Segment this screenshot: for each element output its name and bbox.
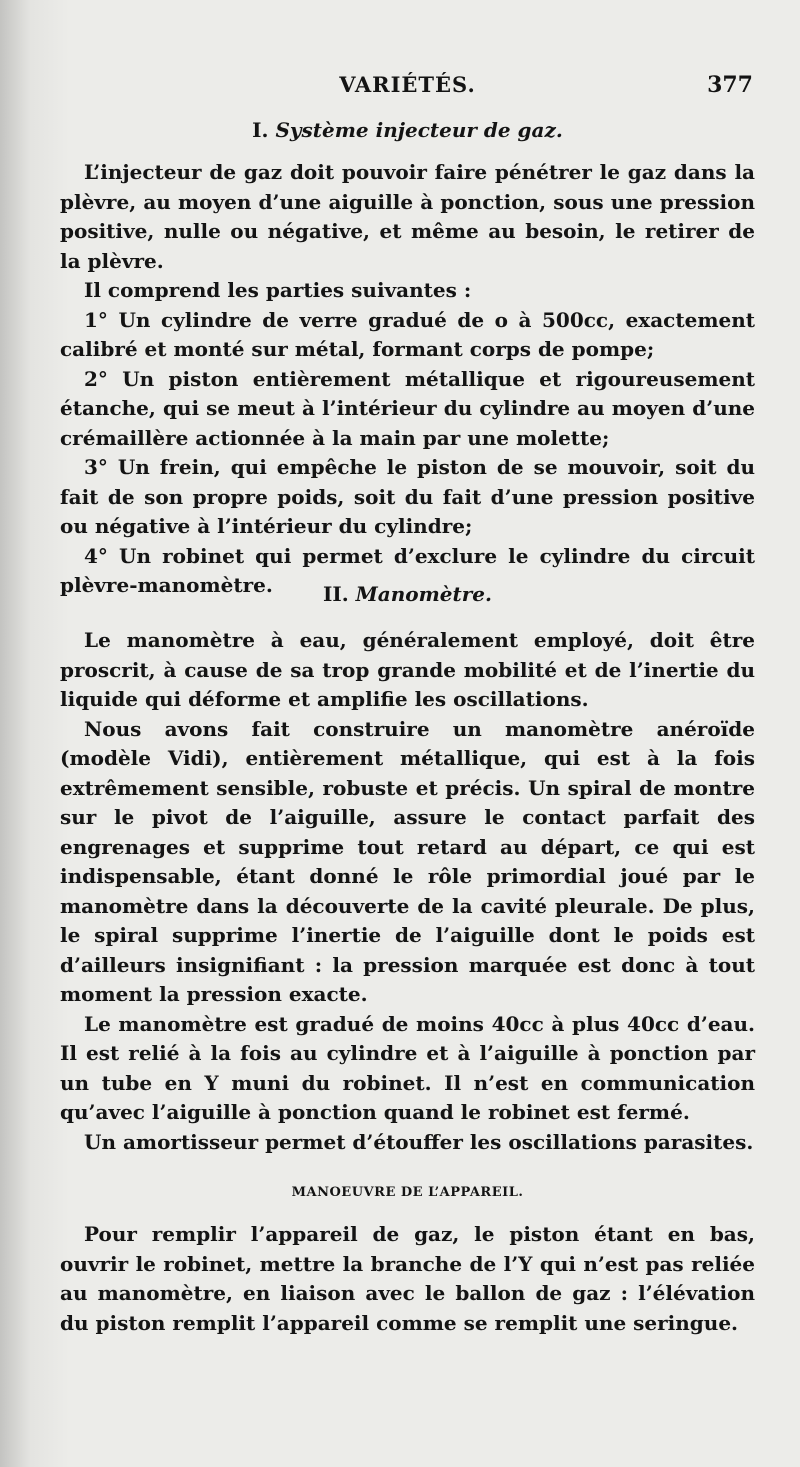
running-title: VARIÉTÉS.	[339, 72, 476, 97]
list-item: 1° Un cylindre de verre gradué de o à 500cc, exactement calibré et monté sur métal, formant corps de pompe;	[60, 307, 755, 361]
page-header	[60, 72, 755, 108]
paragraph: Pour remplir l’appareil de gaz, le piston étant en bas, ouvrir le robinet, mettre la branche de l’Y qui n’est pas reliée au manomètre, en liaison avec le ballon de gaz : l’élévation du piston remplit l’appareil comme se remplit une seringue.	[60, 1222, 755, 1335]
paragraph: L’injecteur de gaz doit pouvoir faire pénétrer le gaz dans la plèvre, au moyen d’une aiguille à ponction, sous une pression positive, nulle ou négative, et même au besoin, le retirer de la plèvre.	[60, 160, 755, 273]
section-title: Manomètre.	[355, 582, 492, 606]
paragraph: Il comprend les parties suivantes :	[84, 278, 472, 302]
paragraph: Le manomètre à eau, généralement employé, doit être proscrit, à cause de sa trop grande mobilité et de l’inertie du liquide qui déforme et amplifie les oscillations.	[60, 628, 755, 711]
section-heading-1	[60, 118, 755, 142]
section-heading-3: MANOEUVRE DE L’APPAREIL.	[291, 1185, 524, 1200]
section-title: Système injecteur de gaz.	[275, 118, 563, 142]
section-2-body	[60, 626, 755, 1157]
section-heading-2	[60, 582, 755, 606]
section-3-body	[60, 1220, 755, 1338]
paragraph: Un amortisseur permet d’étouffer les oscillations parasites.	[84, 1129, 754, 1154]
list-item: 4° Un robinet qui permet d’exclure le cylindre du circuit plèvre-manomètre.	[60, 543, 755, 597]
page-number: 377	[707, 72, 753, 98]
list-item: 3° Un frein, qui empêche le piston de se mouvoir, soit du fait de son propre poids, soit du fait d’une pression positive ou négative à l’intérieur du cylindre;	[60, 455, 755, 538]
section-1-body	[60, 158, 755, 601]
paragraph: Le manomètre est gradué de moins 40cc à plus 40cc d’eau. Il est relié à la fois au cylindre et à l’aiguille à ponction par un tube en Y muni du robinet. Il n’est en communication qu’avec l’aiguille à ponction quand le robinet est fermé.	[60, 1011, 755, 1124]
section-number: I.	[252, 118, 269, 142]
section-number: II.	[323, 582, 349, 606]
list-item: 2° Un piston entièrement métallique et rigoureusement étanche, qui se meut à l’intérieur du cylindre au moyen d’une crémaillère actionnée à la main par une molette;	[60, 366, 755, 450]
paragraph: Nous avons fait construire un manomètre anéroïde (modèle Vidi), entièrement métallique, qui est à la fois extrêmement sensible, robuste et précis. Un spiral de montre sur le pivot de l’aiguille, assure le contact parfait des engrenages et supprime tout retard au départ, ce qui est indispensable, étant donné le rôle primordial joué par le manomètre dans la découverte de la cavité pleurale. De plus, le spiral supprime l’inertie de l’aiguille dont le poids est d’ailleurs insignifiant : la pression marquée est donc à tout moment la pression exacte.	[60, 716, 755, 1006]
